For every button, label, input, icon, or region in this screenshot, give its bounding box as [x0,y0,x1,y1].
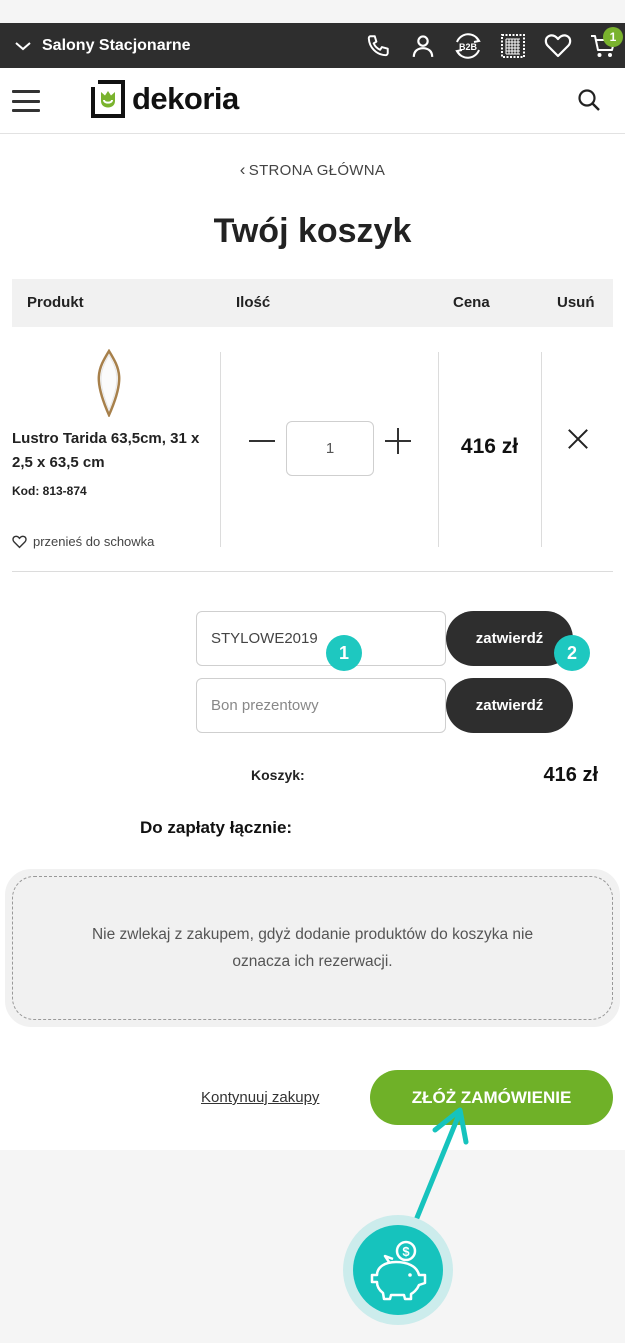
reservation-notice [5,869,620,1027]
dekoria-logo-icon [90,79,126,119]
apply-gift-card-button[interactable]: zatwierdź [446,678,573,733]
top-icons [355,23,625,68]
piggy-bank-badge [343,1215,453,1325]
product-name[interactable]: Lustro Tarida 63,5cm, 31 x 2,5 x 63,5 cm [12,430,200,471]
product-image[interactable] [92,349,126,422]
cart-page [0,134,625,1150]
product-price: 416 zł [460,435,519,458]
store-locator[interactable] [0,37,191,55]
cart-item-row [12,327,613,572]
phone-icon[interactable] [355,23,400,68]
heart-icon[interactable] [535,23,580,68]
b2b-label: B2B [458,41,477,52]
step-marker-2: 2 [554,635,590,671]
coupon-input[interactable]: STYLOWE2019 [196,611,446,666]
chevron-down-icon [14,40,32,52]
user-icon[interactable] [400,23,445,68]
column-header-price: Cena [453,294,490,311]
chevron-left-icon: ‹ [239,160,246,179]
svg-text:$: $ [402,1244,410,1259]
quantity-input[interactable]: 1 [286,421,374,476]
fabric-samples-icon[interactable] [490,23,535,68]
apply-coupon-button[interactable]: zatwierdź [446,611,573,666]
column-divider [220,352,221,547]
column-header-remove: Usuń [557,294,595,311]
decrease-quantity-button[interactable] [249,440,275,442]
back-link[interactable] [0,160,625,180]
back-label: STRONA GŁÓWNA [248,162,386,179]
column-divider [541,352,542,547]
total-label: Do zapłaty łącznie: [140,818,293,837]
heart-outline-icon [12,535,27,549]
top-strip [0,0,625,23]
store-label: Salony Stacjonarne [42,36,191,54]
continue-shopping-link[interactable]: Kontynuuj zakupy [201,1089,320,1106]
site-header [0,68,625,134]
move-to-wishlist[interactable] [12,534,154,549]
b2b-icon[interactable] [445,23,490,68]
gift-card-input[interactable]: Bon prezentowy [196,678,446,733]
column-header-product: Produkt [27,294,84,311]
increase-quantity-button[interactable] [385,428,411,454]
remove-item-button[interactable] [567,428,589,450]
column-header-quantity: Ilość [236,294,271,311]
product-code: Kod: 813-874 [12,484,87,498]
cart-subtotal-label: Koszyk: [251,767,305,783]
logo-text: dekoria [132,81,239,116]
piggy-bank-icon [353,1225,443,1315]
page-title: Twój koszyk [213,212,412,250]
top-bar [0,23,625,68]
logo[interactable] [90,79,239,119]
notice-text: Nie zwlekaj z zakupem, gdyż dodanie produktów do koszyka nie oznacza ich rezerwacji. [12,876,613,1020]
step-marker-1: 1 [326,635,362,671]
cart-subtotal-value: 416 zł [543,764,598,786]
menu-icon[interactable] [12,90,40,112]
wishlist-label: przenieś do schowka [33,534,155,549]
cart-count-badge: 1 [603,27,623,47]
place-order-button[interactable]: ZŁÓŻ ZAMÓWIENIE [370,1070,613,1125]
cart-icon[interactable] [580,23,625,68]
search-icon[interactable] [577,88,601,117]
cart-table-header [12,279,613,327]
